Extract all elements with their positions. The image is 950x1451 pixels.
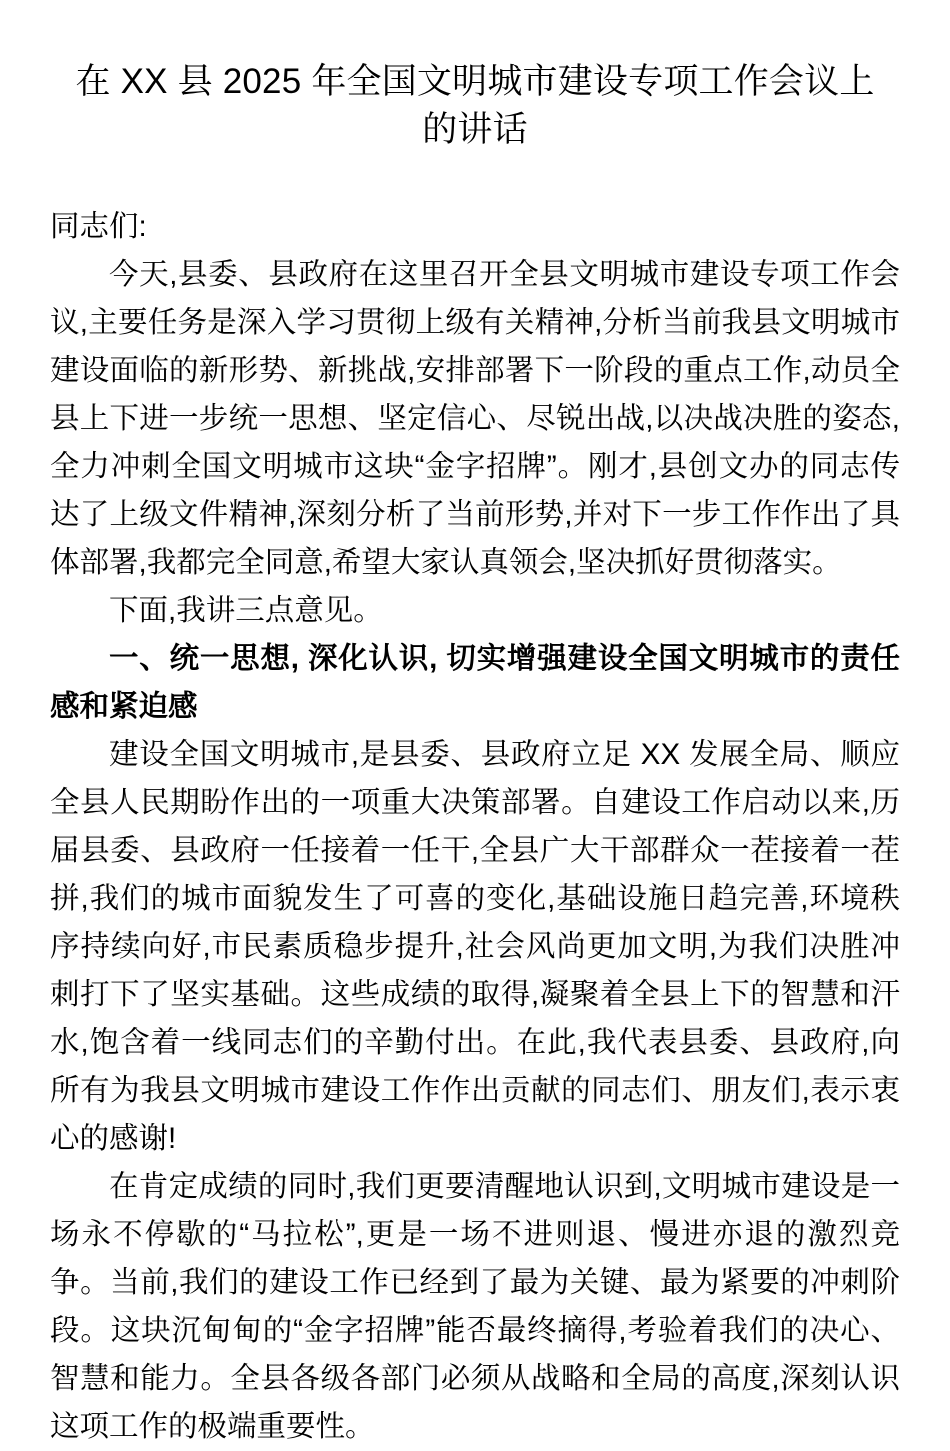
page-title: 在 XX 县 2025 年全国文明城市建设专项工作会议上的讲话 xyxy=(75,62,875,150)
section-heading-one: 一、统一思想, 深化认识, 切实增强建设全国文明城市的责任感和紧迫感 xyxy=(50,641,900,723)
paragraph-three-points-intro: 下面,我讲三点意见。 xyxy=(109,593,383,627)
document-body xyxy=(50,203,900,1451)
paragraph-challenges: 在肯定成绩的同时,我们更要清醒地认识到,文明城市建设是一场永不停歇的“马拉松”,更是一场不进则退、慢进亦退的激烈竞争。当前,我们的建设工作已经到了最为关键、最为紧要的冲刺阶段。这块沉甸甸的“金字招牌”能否最终摘得,考验着我们的决心、智慧和能力。全县各级各部门必须从战略和全局的高度,深刻认识这项工作的极端重要性。 xyxy=(50,1169,900,1443)
paragraph-opening-remarks: 今天,县委、县政府在这里召开全县文明城市建设专项工作会议,主要任务是深入学习贯彻上级有关精神,分析当前我县文明城市建设面临的新形势、新挑战,安排部署下一阶段的重点工作,动员全县上下进一步统一思想、坚定信心、尽锐出战,以决战决胜的姿态,全力冲刺全国文明城市这块“金字招牌”。刚才,县创文办的同志传达了上级文件精神,深刻分析了当前形势,并对下一步工作作出了具体部署,我都完全同意,希望大家认真领会,坚决抓好贯彻落实。 xyxy=(50,257,900,579)
salutation-line: 同志们: xyxy=(50,209,147,243)
paragraph-achievements: 建设全国文明城市,是县委、县政府立足 XX 发展全局、顺应全县人民期盼作出的一项重大决策部署。自建设工作启动以来,历届县委、县政府一任接着一任干,全县广大干部群众一茬接着一茬拼,我们的城市面貌发生了可喜的变化,基础设施日趋完善,环境秩序持续向好,市民素质稳步提升,社会风尚更加文明,为我们决胜冲刺打下了坚实基础。这些成绩的取得,凝聚着全县上下的智慧和汗水,饱含着一线同志们的辛勤付出。在此,我代表县委、县政府,向所有为我县文明城市建设工作作出贡献的同志们、朋友们,表示衷心的感谢! xyxy=(50,737,900,1155)
